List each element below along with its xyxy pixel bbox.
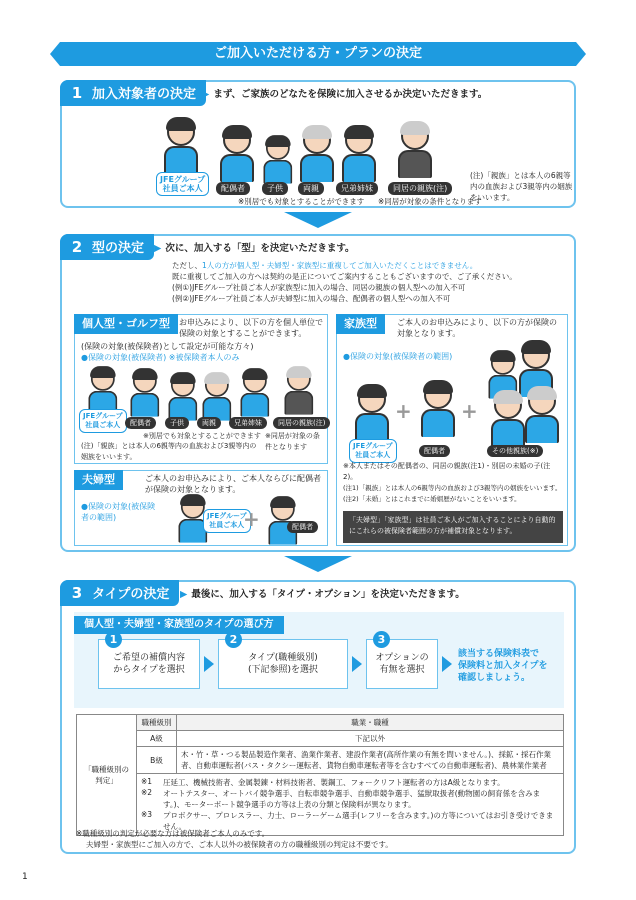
- section-3-lead: ▶ 最後に、加入する「タイプ・オプション」を決定いただきます。: [180, 589, 465, 600]
- section-1-header: [60, 80, 206, 106]
- note-family-definition: (注)「親族」とは本人の6親等内の血族および3親等内の姻族をいいます。: [470, 171, 573, 202]
- footnote-text: オートテスター、オートバイ競争選手、自転車競争選手、自動車競争選手、猛獣取扱者(動物園の飼育係を含みます。)、モーターボート競争選手の方等は上表の分類と保険料が異なります。: [163, 789, 541, 809]
- kazoku-box: [336, 314, 568, 546]
- grade-table: [76, 714, 564, 836]
- grade-a-text: 下記以外: [177, 731, 564, 747]
- self-person-icon: [160, 118, 202, 174]
- kojin-sibling-icon: [237, 369, 273, 417]
- kojin-note-family: (注)「親族」とは本人の6親等内の血族および3親等内の姻族をいいます。: [81, 442, 257, 461]
- grade-b-label: B級: [137, 747, 177, 774]
- kazoku-others-label: その他親族(※): [487, 445, 543, 457]
- kojin-cond: (保険の対象(被保険者)として設定が可能な方々): [81, 342, 254, 351]
- step-number: 3: [373, 631, 390, 648]
- kazoku-title: 家族型: [336, 314, 385, 334]
- section-2-header: [60, 234, 154, 260]
- section-3-header: [60, 580, 179, 606]
- section-3-number: 3: [71, 584, 83, 602]
- fufu-spouse-label: 配偶者: [287, 521, 318, 533]
- page-title: ご加入いただける方・プランの決定: [213, 46, 422, 61]
- section-1-lead-text: まず、ご家族のどなたを保険に加入させるか決定いただきます。: [213, 89, 488, 100]
- section-2-title: 型の決定: [92, 241, 145, 256]
- down-arrow-icon: [284, 556, 352, 572]
- kazoku-spouse-label: 配偶者: [419, 445, 450, 457]
- arrow-right-icon: [204, 656, 214, 672]
- arrow-right-icon: [442, 656, 452, 672]
- self-label: JFEグループ 社員ご本人: [156, 172, 209, 196]
- kojin-spouse-icon: [127, 369, 163, 417]
- kojin-label-siblings: 兄弟姉妹: [229, 417, 267, 429]
- kojin-label-parents: 両親: [197, 417, 221, 429]
- step-2: [218, 633, 348, 689]
- fufu-target: ●保険の対象(被保険者の範囲): [81, 502, 156, 522]
- section-1-number: 1: [71, 84, 83, 102]
- step-advice: 該当する保険料表で 保険料と加入タイプを 確認しましょう。: [458, 649, 548, 683]
- kojin-title: 個人型・ゴルフ型: [74, 314, 178, 334]
- plus-icon: +: [461, 399, 478, 423]
- step-number: 1: [105, 631, 122, 648]
- warning-emphasis: 1人の方が個人型・夫婦型・家族型に重複してご加入いただくことはできません。: [202, 261, 478, 270]
- kazoku-desc: ご本人のお申込みにより、以下の方が保険の対象となります。: [397, 318, 557, 338]
- kojin-relative-icon: [281, 367, 317, 415]
- kojin-label-relatives: 同居の親族(注): [273, 417, 330, 429]
- section-1-lead: ▶ まず、ご家族のどなたを保険に加入させるか決定いただきます。: [202, 89, 488, 100]
- step-3: [366, 633, 438, 689]
- step-number: 2: [225, 631, 242, 648]
- kazoku-grandparent2-icon: [521, 387, 563, 443]
- step-1: [98, 633, 200, 689]
- kazoku-note3: (注2)「未婚」とはこれまでに婚姻歴がないことをいいます。: [343, 495, 521, 503]
- label-child: 子供: [262, 182, 288, 195]
- grade-b-text: 木・竹・草・つる製品製造作業者、漁業作業者、建設作業者(高所作業の有無を問いません。)、採鉱・採石作業者、自動車運転者(バス・タクシー運転者、貨物自動車運転者等を含むすべての自動車運転者)、農林業作業者: [177, 747, 564, 774]
- child-person-icon: [260, 136, 296, 184]
- sibling-person-icon: [338, 126, 380, 182]
- notes-2: (例①)JFEグループ社員ご本人が家族型に加入の場合、同居の親族の個人型への加入不可: [172, 283, 466, 292]
- note-dwelling: ※同居が対象の条件となります: [378, 197, 482, 206]
- kazoku-note2: (注1)「親族」とは本人の6親等内の血族および3親等内の姻族をいいます。: [343, 484, 562, 492]
- grade-row-head: 「職種級別の判定」: [77, 715, 137, 836]
- parent-person-icon: [296, 126, 338, 182]
- kojin-parent-icon: [199, 373, 235, 421]
- kazoku-dark-note: 「夫婦型」「家族型」は社員ご本人がご加入することにより自動的にこれらの被保険者範囲の方が補償対象となります。: [343, 511, 563, 543]
- kojin-desc: お申込みにより、以下の方を個人単位で保険の対象とすることができます。: [179, 318, 323, 338]
- label-parents: 両親: [298, 182, 324, 195]
- footnote-mark: ※2: [141, 788, 153, 797]
- page-number: 1: [22, 872, 28, 882]
- kazoku-self-label: JFEグループ 社員ご本人: [349, 439, 397, 463]
- fufu-box: [74, 470, 328, 546]
- footnote-text: プロボクサー、プロレスラー、力士、ローラーゲーム選手(レフリーを含みます。)の方等についてはお引き受けできません。: [163, 811, 554, 831]
- kojin-box: [74, 314, 328, 464]
- relative-person-icon: [394, 122, 436, 178]
- kojin-child-icon: [165, 373, 201, 421]
- kojin-note-separate: ※別居でも対象とすることができます: [143, 432, 261, 440]
- section-3-title: タイプの決定: [92, 587, 170, 602]
- footnote-mark: ※1: [141, 777, 153, 786]
- notes-1: 既に重複してご加入の方へは契約の是正についてご案内することもございますので、ご了承ください。: [172, 272, 517, 281]
- section-2-number: 2: [71, 238, 83, 256]
- spouse-person-icon: [216, 126, 258, 182]
- kazoku-self-icon: [351, 385, 393, 441]
- arrow-right-icon: [352, 656, 362, 672]
- kojin-self-label: JFEグループ 社員ご本人: [79, 409, 127, 433]
- kojin-note-dwelling: ※同居が対象の条件となります: [265, 432, 320, 451]
- footer-note-2: 夫婦型・家族型にご加入の方で、ご本人以外の被保険者の方の職種級別の判定は不要です。: [86, 840, 393, 849]
- section-2-lead-text: 次に、加入する「型」を決定いただきます。: [165, 243, 355, 254]
- plus-icon: +: [395, 399, 412, 423]
- label-spouse: 配偶者: [216, 182, 250, 195]
- grade-col-head: 職種級別: [137, 715, 177, 731]
- down-arrow-icon: [284, 212, 352, 228]
- section-2: [60, 234, 576, 552]
- kojin-target: ●保険の対象(被保険者) ※被保険者本人のみ: [81, 353, 240, 362]
- kazoku-spouse-icon: [417, 381, 459, 437]
- grade-col-head-2: 職業・職種: [177, 715, 564, 731]
- notes-3: (例②)JFEグループ社員ご本人が夫婦型に加入の場合、配偶者の個人型への加入不可: [172, 294, 451, 303]
- section-1-title: 加入対象者の決定: [92, 87, 197, 102]
- fufu-self-label: JFEグループ 社員ご本人: [203, 509, 251, 533]
- footer-note-1: ※職種級別の判定が必要な方は被保険者ご本人のみです。: [76, 829, 270, 838]
- grade-footnotes: [137, 774, 564, 836]
- fufu-desc: ご本人のお申込みにより、ご本人ならびに配偶者が保険の対象となります。: [145, 474, 321, 494]
- step-text: タイプ(職種級別) (下記参照)を選択: [247, 653, 319, 675]
- step-text: ご希望の補償内容 からタイプを選択: [112, 653, 185, 675]
- kojin-label-child: 子供: [165, 417, 189, 429]
- kazoku-target: ●保険の対象(被保険者の範囲): [343, 352, 453, 361]
- fufu-title: 夫婦型: [74, 470, 123, 490]
- label-siblings: 兄弟姉妹: [336, 182, 378, 195]
- label-relatives: 同居の親族(注): [388, 182, 452, 195]
- step-text: オプションの 有無を選択: [375, 653, 429, 675]
- warning-text: [172, 260, 572, 271]
- grade-a-label: A級: [137, 731, 177, 747]
- footnote-mark: ※3: [141, 810, 153, 819]
- kazoku-note1: ※本人またはその配偶者の、同居の親族(注1)・別居の未婚の子(注2)。: [343, 462, 551, 481]
- kojin-self-icon: [85, 367, 121, 415]
- section-3: [60, 580, 576, 854]
- section-1: [60, 80, 576, 208]
- choose-title: 個人型・夫婦型・家族型のタイプの選び方: [74, 616, 284, 634]
- section-3-lead-text: 最後に、加入する「タイプ・オプション」を決定いただきます。: [191, 589, 465, 600]
- section-2-lead: ▶ 次に、加入する「型」を決定いただきます。: [154, 243, 355, 254]
- warning-prefix: ただし、: [172, 261, 202, 270]
- note-separate: ※別居でも対象とすることができます: [238, 197, 365, 206]
- choose-box: [74, 612, 564, 708]
- kojin-label-spouse: 配偶者: [125, 417, 156, 429]
- page-title-banner: [60, 42, 576, 66]
- footnote-text: 圧延工、機械技術者、金属製錬・材料技術者、製鋼工、フォークリフト運転者の方はA級となります。: [163, 778, 505, 787]
- plus-icon: +: [243, 507, 260, 531]
